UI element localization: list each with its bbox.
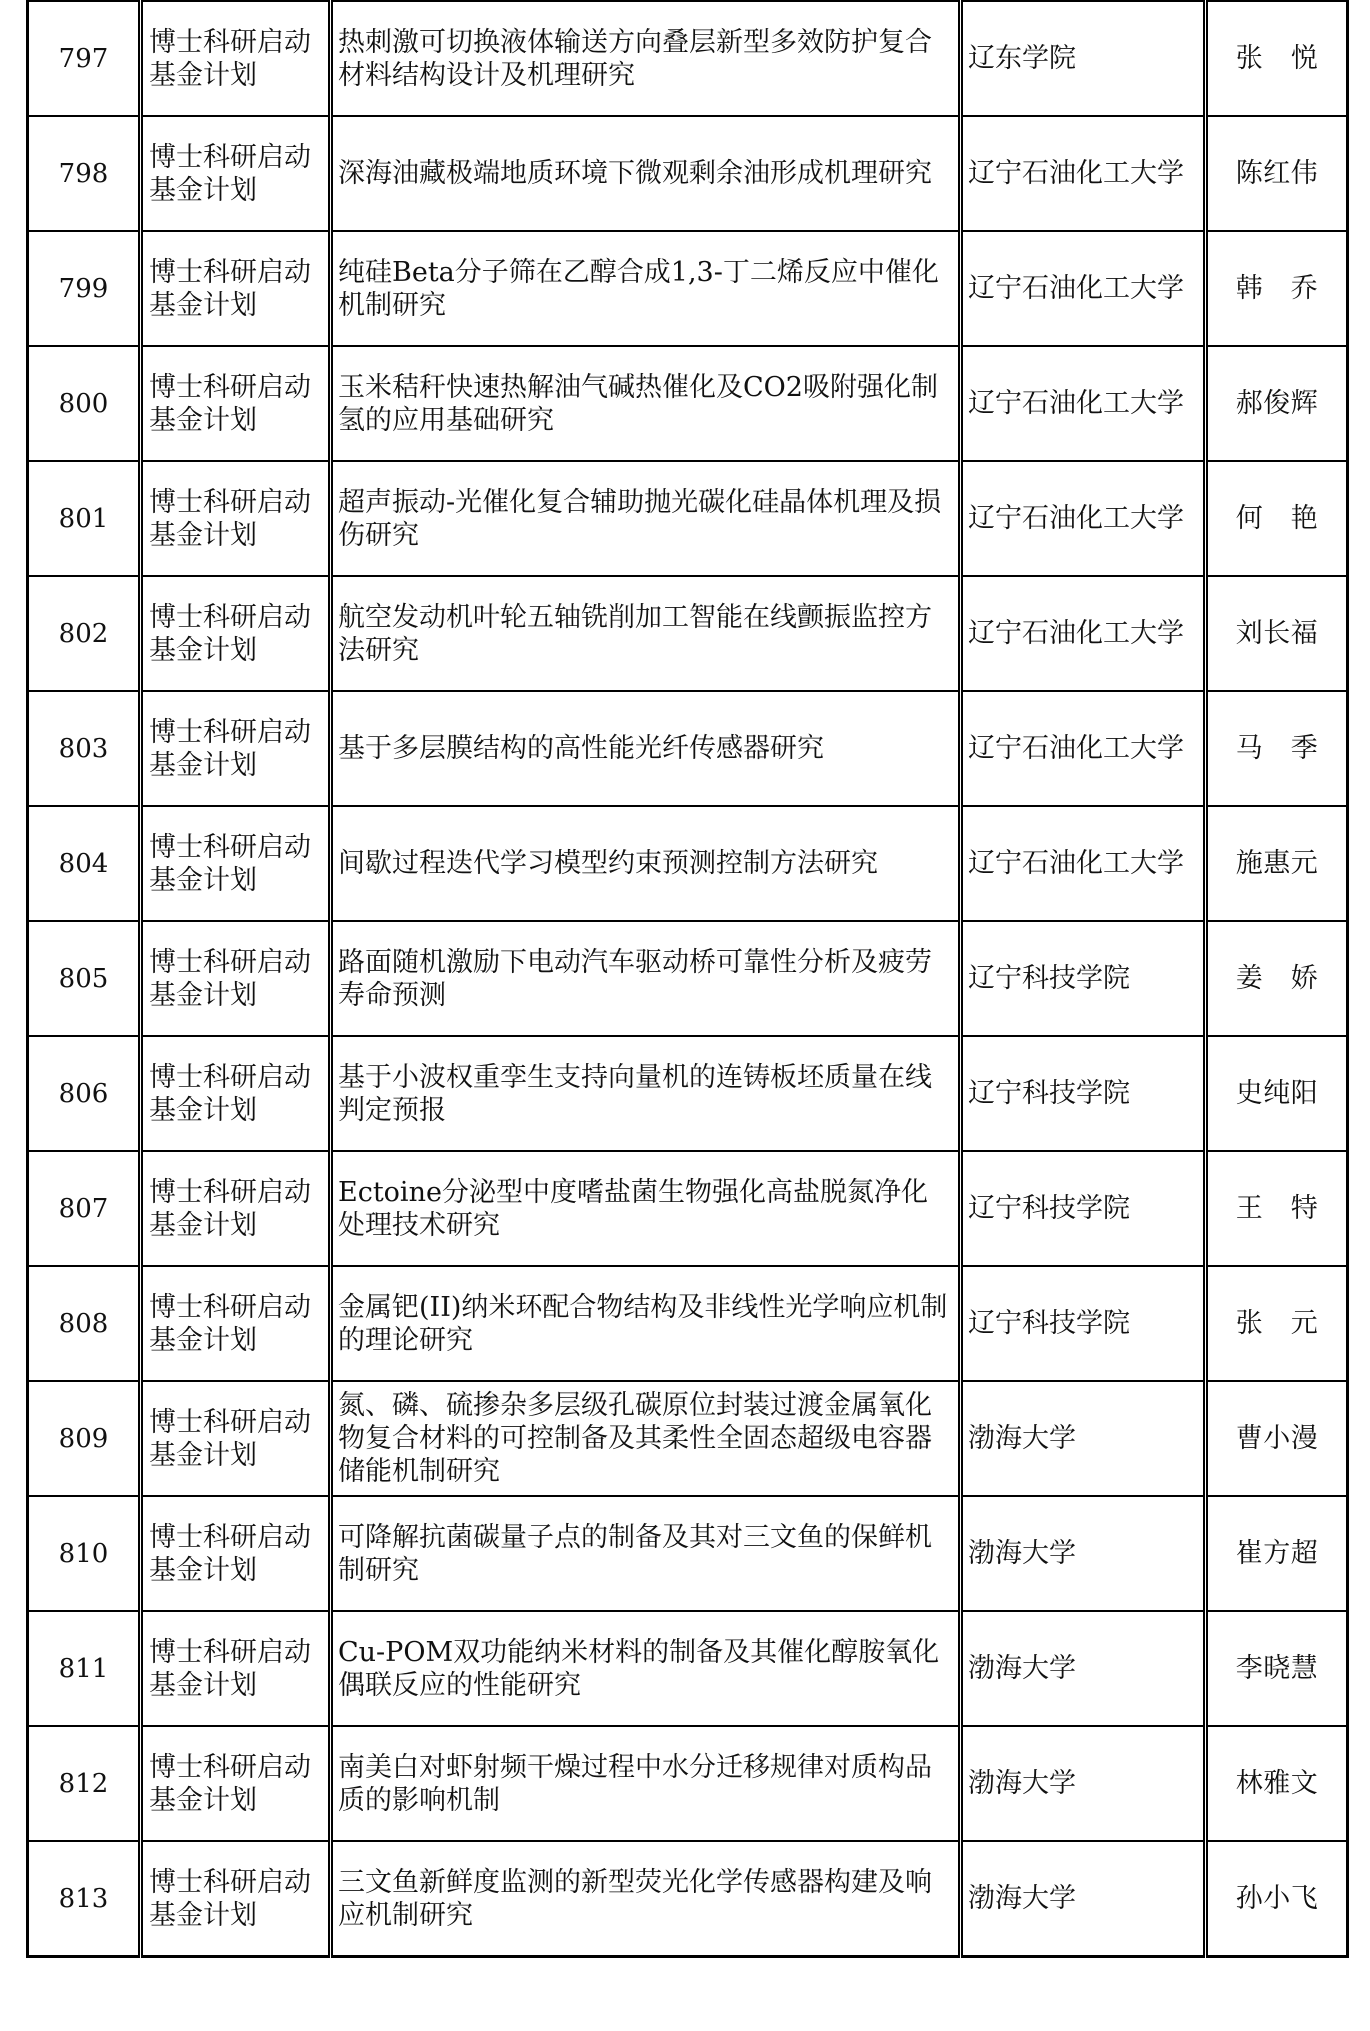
institution-cell xyxy=(961,921,1206,1036)
institution-cell xyxy=(961,1036,1206,1151)
principal-investigator-cell xyxy=(1206,1266,1348,1381)
institution-cell xyxy=(961,1266,1206,1381)
row-number-cell xyxy=(28,691,141,806)
institution: 渤海大学 xyxy=(968,1768,1076,1799)
institution-cell xyxy=(961,806,1206,921)
row-number-cell xyxy=(28,1036,141,1151)
plan-type-cell xyxy=(141,576,331,691)
project-title-cell xyxy=(331,1496,961,1611)
plan-type-cell xyxy=(141,1266,331,1381)
principal-investigator-cell xyxy=(1206,1611,1348,1726)
row-number-cell xyxy=(28,1841,141,1957)
principal-investigator: 刘长福 xyxy=(1235,618,1319,649)
project-title-cell xyxy=(331,1036,961,1151)
row-number: 812 xyxy=(58,1768,109,1799)
institution: 辽宁石油化工大学 xyxy=(968,848,1184,879)
row-number: 810 xyxy=(58,1538,109,1569)
principal-investigator: 史纯阳 xyxy=(1235,1078,1319,1109)
institution: 辽宁科技学院 xyxy=(968,1078,1130,1109)
row-number: 800 xyxy=(58,388,109,419)
project-title: 间歇过程迭代学习模型约束预测控制方法研究 xyxy=(338,848,878,879)
principal-investigator-cell xyxy=(1206,1841,1348,1957)
table-row xyxy=(28,576,1348,691)
principal-investigator: 王 特 xyxy=(1235,1193,1319,1224)
institution: 渤海大学 xyxy=(968,1883,1076,1914)
project-title-cell xyxy=(331,1841,961,1957)
institution-cell xyxy=(961,1726,1206,1841)
institution: 辽宁石油化工大学 xyxy=(968,158,1184,189)
project-title: Cu-POM双功能纳米材料的制备及其催化醇胺氧化偶联反应的性能研究 xyxy=(338,1636,940,1701)
institution-cell xyxy=(961,1611,1206,1726)
row-number-cell xyxy=(28,1,141,116)
principal-investigator-cell xyxy=(1206,1496,1348,1611)
plan-type: 博士科研启动基金计划 xyxy=(149,1406,311,1471)
principal-investigator-cell xyxy=(1206,231,1348,346)
principal-investigator: 曹小漫 xyxy=(1235,1423,1319,1454)
principal-investigator-cell xyxy=(1206,116,1348,231)
principal-investigator: 韩 乔 xyxy=(1235,273,1319,304)
principal-investigator: 施惠元 xyxy=(1235,848,1319,879)
institution: 辽东学院 xyxy=(968,43,1076,74)
table-row xyxy=(28,1,1348,116)
principal-investigator: 张 悦 xyxy=(1235,43,1319,74)
project-title-cell xyxy=(331,346,961,461)
project-title: 基于多层膜结构的高性能光纤传感器研究 xyxy=(338,733,824,764)
plan-type: 博士科研启动基金计划 xyxy=(149,1636,311,1701)
row-number: 806 xyxy=(58,1078,109,1109)
row-number-cell xyxy=(28,1611,141,1726)
project-title: Ectoine分泌型中度嗜盐菌生物强化高盐脱氮净化处理技术研究 xyxy=(338,1176,928,1241)
project-title: 基于小波权重孪生支持向量机的连铸板坯质量在线判定预报 xyxy=(338,1061,932,1126)
project-title-cell xyxy=(331,806,961,921)
institution: 渤海大学 xyxy=(968,1423,1076,1454)
row-number-cell xyxy=(28,1381,141,1496)
table-row xyxy=(28,1151,1348,1266)
project-title: 南美白对虾射频干燥过程中水分迁移规律对质构品质的影响机制 xyxy=(338,1751,932,1816)
row-number: 801 xyxy=(58,503,109,534)
plan-type-cell xyxy=(141,1611,331,1726)
plan-type-cell xyxy=(141,1726,331,1841)
project-title-cell xyxy=(331,1151,961,1266)
principal-investigator-cell xyxy=(1206,691,1348,806)
principal-investigator: 郝俊辉 xyxy=(1235,388,1319,419)
table-row xyxy=(28,1036,1348,1151)
row-number: 797 xyxy=(58,43,109,74)
institution: 渤海大学 xyxy=(968,1538,1076,1569)
principal-investigator-cell xyxy=(1206,1,1348,116)
principal-investigator: 姜 娇 xyxy=(1235,963,1319,994)
institution: 辽宁石油化工大学 xyxy=(968,273,1184,304)
row-number-cell xyxy=(28,1266,141,1381)
project-title: 深海油藏极端地质环境下微观剩余油形成机理研究 xyxy=(338,158,932,189)
principal-investigator: 崔方超 xyxy=(1235,1538,1319,1569)
principal-investigator-cell xyxy=(1206,806,1348,921)
institution: 辽宁科技学院 xyxy=(968,1193,1130,1224)
principal-investigator: 李晓慧 xyxy=(1235,1653,1319,1684)
table-row xyxy=(28,921,1348,1036)
project-title: 三文鱼新鲜度监测的新型荧光化学传感器构建及响应机制研究 xyxy=(338,1866,932,1931)
institution-cell xyxy=(961,1381,1206,1496)
project-title-cell xyxy=(331,1726,961,1841)
institution: 渤海大学 xyxy=(968,1653,1076,1684)
plan-type: 博士科研启动基金计划 xyxy=(149,1291,311,1356)
plan-type: 博士科研启动基金计划 xyxy=(149,831,311,896)
table-row xyxy=(28,461,1348,576)
plan-type-cell xyxy=(141,1151,331,1266)
plan-type-cell xyxy=(141,1496,331,1611)
principal-investigator-cell xyxy=(1206,921,1348,1036)
row-number: 802 xyxy=(58,618,109,649)
institution-cell xyxy=(961,116,1206,231)
plan-type-cell xyxy=(141,1841,331,1957)
principal-investigator-cell xyxy=(1206,1726,1348,1841)
row-number: 799 xyxy=(58,273,109,304)
plan-type: 博士科研启动基金计划 xyxy=(149,26,311,91)
row-number-cell xyxy=(28,921,141,1036)
project-title-cell xyxy=(331,461,961,576)
table-row xyxy=(28,116,1348,231)
plan-type: 博士科研启动基金计划 xyxy=(149,141,311,206)
institution-cell xyxy=(961,1,1206,116)
row-number-cell xyxy=(28,231,141,346)
row-number: 808 xyxy=(58,1308,109,1339)
plan-type-cell xyxy=(141,346,331,461)
plan-type-cell xyxy=(141,691,331,806)
row-number-cell xyxy=(28,576,141,691)
plan-type: 博士科研启动基金计划 xyxy=(149,1061,311,1126)
row-number-cell xyxy=(28,461,141,576)
project-title-cell xyxy=(331,1,961,116)
row-number-cell xyxy=(28,116,141,231)
principal-investigator: 马 季 xyxy=(1235,733,1319,764)
plan-type-cell xyxy=(141,921,331,1036)
row-number-cell xyxy=(28,1726,141,1841)
table-row xyxy=(28,1496,1348,1611)
institution-cell xyxy=(961,231,1206,346)
project-title: 超声振动-光催化复合辅助抛光碳化硅晶体机理及损伤研究 xyxy=(338,486,942,551)
project-title: 纯硅Beta分子筛在乙醇合成1,3-丁二烯反应中催化机制研究 xyxy=(338,256,939,321)
row-number: 807 xyxy=(58,1193,109,1224)
table-row xyxy=(28,1381,1348,1496)
institution-cell xyxy=(961,346,1206,461)
plan-type: 博士科研启动基金计划 xyxy=(149,1751,311,1816)
row-number-cell xyxy=(28,346,141,461)
principal-investigator-cell xyxy=(1206,1381,1348,1496)
project-title: 可降解抗菌碳量子点的制备及其对三文鱼的保鲜机制研究 xyxy=(338,1521,932,1586)
principal-investigator-cell xyxy=(1206,576,1348,691)
project-title-cell xyxy=(331,1381,961,1496)
row-number-cell xyxy=(28,1151,141,1266)
project-title-cell xyxy=(331,691,961,806)
project-title: 航空发动机叶轮五轴铣削加工智能在线颤振监控方法研究 xyxy=(338,601,932,666)
institution-cell xyxy=(961,1151,1206,1266)
institution-cell xyxy=(961,1841,1206,1957)
row-number-cell xyxy=(28,806,141,921)
principal-investigator: 林雅文 xyxy=(1235,1768,1319,1799)
institution-cell xyxy=(961,691,1206,806)
institution: 辽宁石油化工大学 xyxy=(968,618,1184,649)
table-row xyxy=(28,346,1348,461)
project-title: 玉米秸秆快速热解油气碱热催化及CO2吸附强化制氢的应用基础研究 xyxy=(338,371,938,436)
project-title-cell xyxy=(331,1266,961,1381)
project-title-cell xyxy=(331,576,961,691)
project-title-cell xyxy=(331,921,961,1036)
row-number: 805 xyxy=(58,963,109,994)
table-row xyxy=(28,1266,1348,1381)
plan-type-cell xyxy=(141,231,331,346)
row-number: 813 xyxy=(58,1883,109,1914)
row-number: 811 xyxy=(58,1653,109,1684)
principal-investigator-cell xyxy=(1206,1036,1348,1151)
plan-type: 博士科研启动基金计划 xyxy=(149,946,311,1011)
institution: 辽宁科技学院 xyxy=(968,963,1130,994)
plan-type: 博士科研启动基金计划 xyxy=(149,486,311,551)
principal-investigator-cell xyxy=(1206,1151,1348,1266)
institution: 辽宁石油化工大学 xyxy=(968,388,1184,419)
table-row xyxy=(28,231,1348,346)
project-title-cell xyxy=(331,116,961,231)
plan-type: 博士科研启动基金计划 xyxy=(149,371,311,436)
project-title-cell xyxy=(331,231,961,346)
plan-type-cell xyxy=(141,806,331,921)
project-title: 路面随机激励下电动汽车驱动桥可靠性分析及疲劳寿命预测 xyxy=(338,946,932,1011)
institution: 辽宁石油化工大学 xyxy=(968,503,1184,534)
institution: 辽宁石油化工大学 xyxy=(968,733,1184,764)
table-row xyxy=(28,1611,1348,1726)
principal-investigator-cell xyxy=(1206,461,1348,576)
institution-cell xyxy=(961,461,1206,576)
project-title: 热刺激可切换液体输送方向叠层新型多效防护复合材料结构设计及机理研究 xyxy=(338,26,932,91)
plan-type-cell xyxy=(141,116,331,231)
principal-investigator: 张 元 xyxy=(1235,1308,1319,1339)
row-number: 804 xyxy=(58,848,109,879)
principal-investigator: 孙小飞 xyxy=(1235,1883,1319,1914)
principal-investigator: 陈红伟 xyxy=(1235,158,1319,189)
project-title: 金属钯(II)纳米环配合物结构及非线性光学响应机制的理论研究 xyxy=(338,1291,948,1356)
table-row xyxy=(28,806,1348,921)
institution-cell xyxy=(961,1496,1206,1611)
row-number: 803 xyxy=(58,733,109,764)
plan-type-cell xyxy=(141,1036,331,1151)
table-row xyxy=(28,1841,1348,1957)
plan-type: 博士科研启动基金计划 xyxy=(149,256,311,321)
plan-type: 博士科研启动基金计划 xyxy=(149,1521,311,1586)
principal-investigator: 何 艳 xyxy=(1235,503,1319,534)
plan-type: 博士科研启动基金计划 xyxy=(149,1866,311,1931)
row-number-cell xyxy=(28,1496,141,1611)
table-row xyxy=(28,691,1348,806)
table-body xyxy=(28,1,1348,1957)
project-table xyxy=(26,0,1349,1958)
project-title-cell xyxy=(331,1611,961,1726)
project-title: 氮、磷、硫掺杂多层级孔碳原位封装过渡金属氧化物复合材料的可控制备及其柔性全固态超级电容器储能机制研究 xyxy=(338,1390,932,1487)
plan-type-cell xyxy=(141,461,331,576)
plan-type: 博士科研启动基金计划 xyxy=(149,1176,311,1241)
plan-type: 博士科研启动基金计划 xyxy=(149,716,311,781)
document-sheet xyxy=(26,0,1346,1958)
institution: 辽宁科技学院 xyxy=(968,1308,1130,1339)
row-number: 798 xyxy=(58,158,109,189)
principal-investigator-cell xyxy=(1206,346,1348,461)
institution-cell xyxy=(961,576,1206,691)
plan-type-cell xyxy=(141,1,331,116)
plan-type: 博士科研启动基金计划 xyxy=(149,601,311,666)
table-row xyxy=(28,1726,1348,1841)
row-number: 809 xyxy=(58,1423,109,1454)
plan-type-cell xyxy=(141,1381,331,1496)
